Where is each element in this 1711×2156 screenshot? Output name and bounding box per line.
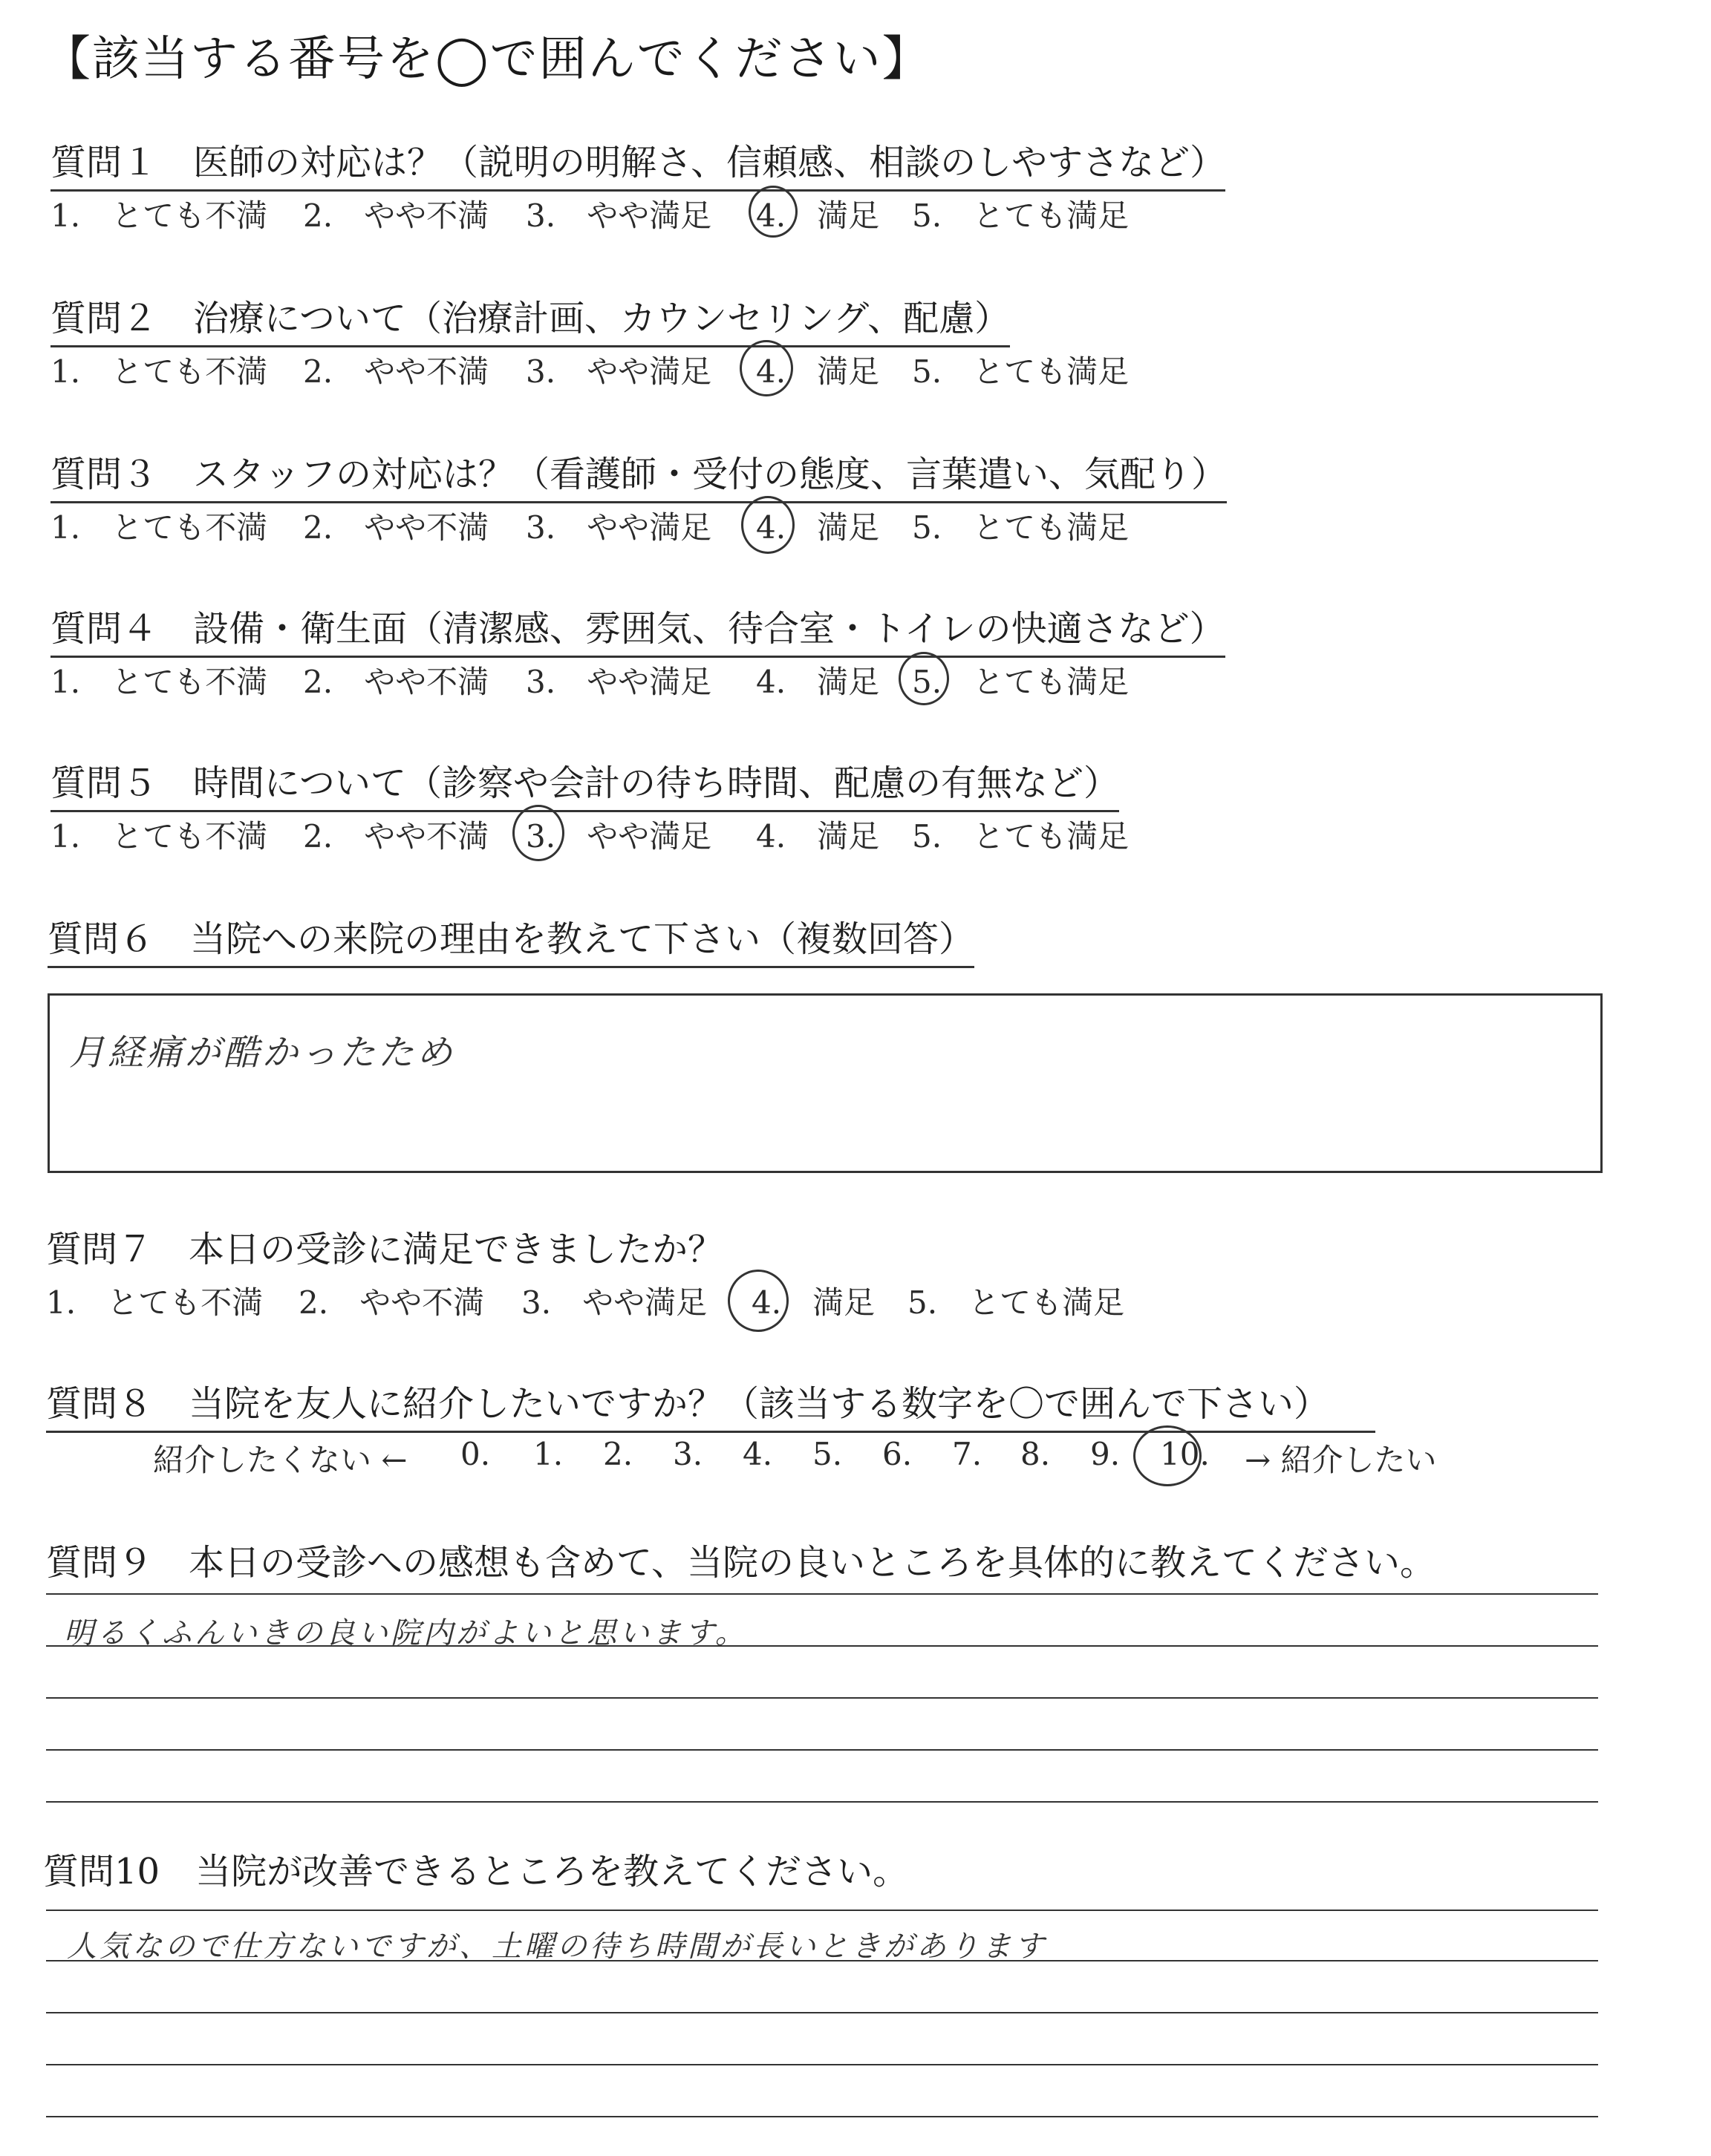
selection-circle xyxy=(1133,1425,1202,1486)
scale-7[interactable]: 7. xyxy=(952,1436,982,1472)
question-10-title: 質問10 当院が改善できるところを教えてください。 xyxy=(43,1851,909,1892)
scale-4[interactable]: 4. xyxy=(743,1436,773,1472)
option-3[interactable]: 3. やや満足 xyxy=(526,197,712,234)
form-header: 【該当する番号を◯で囲んでください】 xyxy=(43,32,931,87)
answer-line xyxy=(46,1697,1598,1699)
question-7-title: 質問７ 本日の受診に満足できましたか？ xyxy=(46,1229,724,1270)
question-8-title: 質問８ 当院を友人に紹介したいですか？（該当する数字を〇で囲んで下さい） xyxy=(46,1375,1375,1433)
scale-2[interactable]: 2. xyxy=(603,1436,633,1472)
option-2[interactable]: 2. やや不満 xyxy=(303,197,489,234)
answer-line xyxy=(46,1645,1598,1647)
question-1-title: 質問１ 医師の対応は？（説明の明解さ、信頼感、相談のしやすさなど） xyxy=(50,134,1225,192)
scale-5[interactable]: 5. xyxy=(812,1436,843,1472)
option-2[interactable]: 2. やや不満 xyxy=(303,353,489,390)
question-5-options xyxy=(50,812,1239,854)
option-1[interactable]: 1. とても不満 xyxy=(46,1284,264,1321)
option-1[interactable]: 1. とても不満 xyxy=(50,818,268,855)
option-5[interactable]: 5. とても満足 xyxy=(912,353,1130,390)
question-3-options xyxy=(50,503,1239,545)
question-5-title: 質問５ 時間について（診察や会計の待ち時間、配慮の有無など） xyxy=(50,754,1119,812)
answer-box[interactable] xyxy=(48,993,1603,1173)
scale-0[interactable]: 0. xyxy=(460,1436,491,1472)
option-4[interactable]: 4. 満足 xyxy=(756,353,880,390)
option-2[interactable]: 2. やや不満 xyxy=(303,818,489,855)
option-5[interactable]: 5. とても満足 xyxy=(907,1284,1125,1321)
option-5[interactable]: 5. とても満足 xyxy=(912,197,1130,234)
scale-10[interactable]: 10. xyxy=(1160,1436,1210,1472)
question-4-options xyxy=(50,658,1239,699)
handwritten-answer: 月経痛が酷かったため xyxy=(69,1032,456,1074)
option-5[interactable]: 5. とても満足 xyxy=(912,509,1130,546)
option-2[interactable]: 2. やや不満 xyxy=(299,1284,485,1321)
option-4[interactable]: 4. 満足 xyxy=(756,818,880,855)
scale-6[interactable]: 6. xyxy=(882,1436,913,1472)
answer-line xyxy=(46,1960,1598,1961)
selection-circle xyxy=(741,496,795,554)
option-4[interactable]: 4. 満足 xyxy=(752,1284,876,1321)
option-4[interactable]: 4. 満足 xyxy=(756,664,880,700)
question-2-title: 質問２ 治療について（治療計画、カウンセリング、配慮） xyxy=(50,290,1010,347)
option-3[interactable]: 3. やや満足 xyxy=(521,1284,708,1321)
option-4[interactable]: 4. 満足 xyxy=(756,509,880,546)
question-2-options xyxy=(50,347,1239,389)
option-3[interactable]: 3. やや満足 xyxy=(526,509,712,546)
option-5[interactable]: 5. とても満足 xyxy=(912,818,1130,855)
answer-line xyxy=(46,1801,1598,1803)
answer-line xyxy=(46,1749,1598,1751)
option-3[interactable]: 3. やや満足 xyxy=(526,818,712,855)
option-1[interactable]: 1. とても不満 xyxy=(50,509,268,546)
answer-line xyxy=(46,2116,1598,2117)
scale-9[interactable]: 9. xyxy=(1090,1436,1121,1472)
selection-circle xyxy=(740,340,793,396)
option-1[interactable]: 1. とても不満 xyxy=(50,353,268,390)
selection-circle xyxy=(728,1270,789,1332)
handwritten-answer: 明るくふんいきの良い院内がよいと思います。 xyxy=(64,1616,748,1650)
option-4[interactable]: 4. 満足 xyxy=(756,197,880,234)
option-3[interactable]: 3. やや満足 xyxy=(526,664,712,700)
question-9-title: 質問９ 本日の受診への感想も含めて、当院の良いところを具体的に教えてください。 xyxy=(46,1542,1436,1584)
answer-line xyxy=(46,1593,1598,1595)
selection-circle xyxy=(899,652,949,705)
option-2[interactable]: 2. やや不満 xyxy=(303,664,489,700)
question-1-options xyxy=(50,192,1239,233)
option-3[interactable]: 3. やや満足 xyxy=(526,353,712,390)
recommend-scale xyxy=(0,1436,1711,1480)
option-1[interactable]: 1. とても不満 xyxy=(50,664,268,700)
question-4-title: 質問４ 設備・衛生面（清潔感、雰囲気、待合室・トイレの快適さなど） xyxy=(50,600,1225,658)
question-7-options xyxy=(46,1278,1234,1320)
selection-circle xyxy=(749,186,798,238)
selection-circle xyxy=(512,805,564,861)
option-1[interactable]: 1. とても不満 xyxy=(50,197,268,234)
question-3-title: 質問３ スタッフの対応は？（看護師・受付の態度、言葉遣い、気配り） xyxy=(50,445,1227,503)
scale-left-label: 紹介したくない ← xyxy=(153,1442,408,1478)
question-6-title: 質問６ 当院への来院の理由を教えて下さい（複数回答） xyxy=(48,910,974,968)
scale-3[interactable]: 3. xyxy=(673,1436,703,1472)
option-2[interactable]: 2. やや不満 xyxy=(303,509,489,546)
scale-right-label: → 紹介したい xyxy=(1245,1442,1437,1478)
scale-1[interactable]: 1. xyxy=(533,1436,564,1472)
scale-8[interactable]: 8. xyxy=(1020,1436,1051,1472)
option-5[interactable]: 5. とても満足 xyxy=(912,664,1130,700)
answer-line xyxy=(46,1910,1598,1911)
handwritten-answer: 人気なので仕方ないですが、土曜の待ち時間が長いときがあります xyxy=(67,1930,1047,1964)
answer-line xyxy=(46,2012,1598,2013)
answer-line xyxy=(46,2064,1598,2065)
